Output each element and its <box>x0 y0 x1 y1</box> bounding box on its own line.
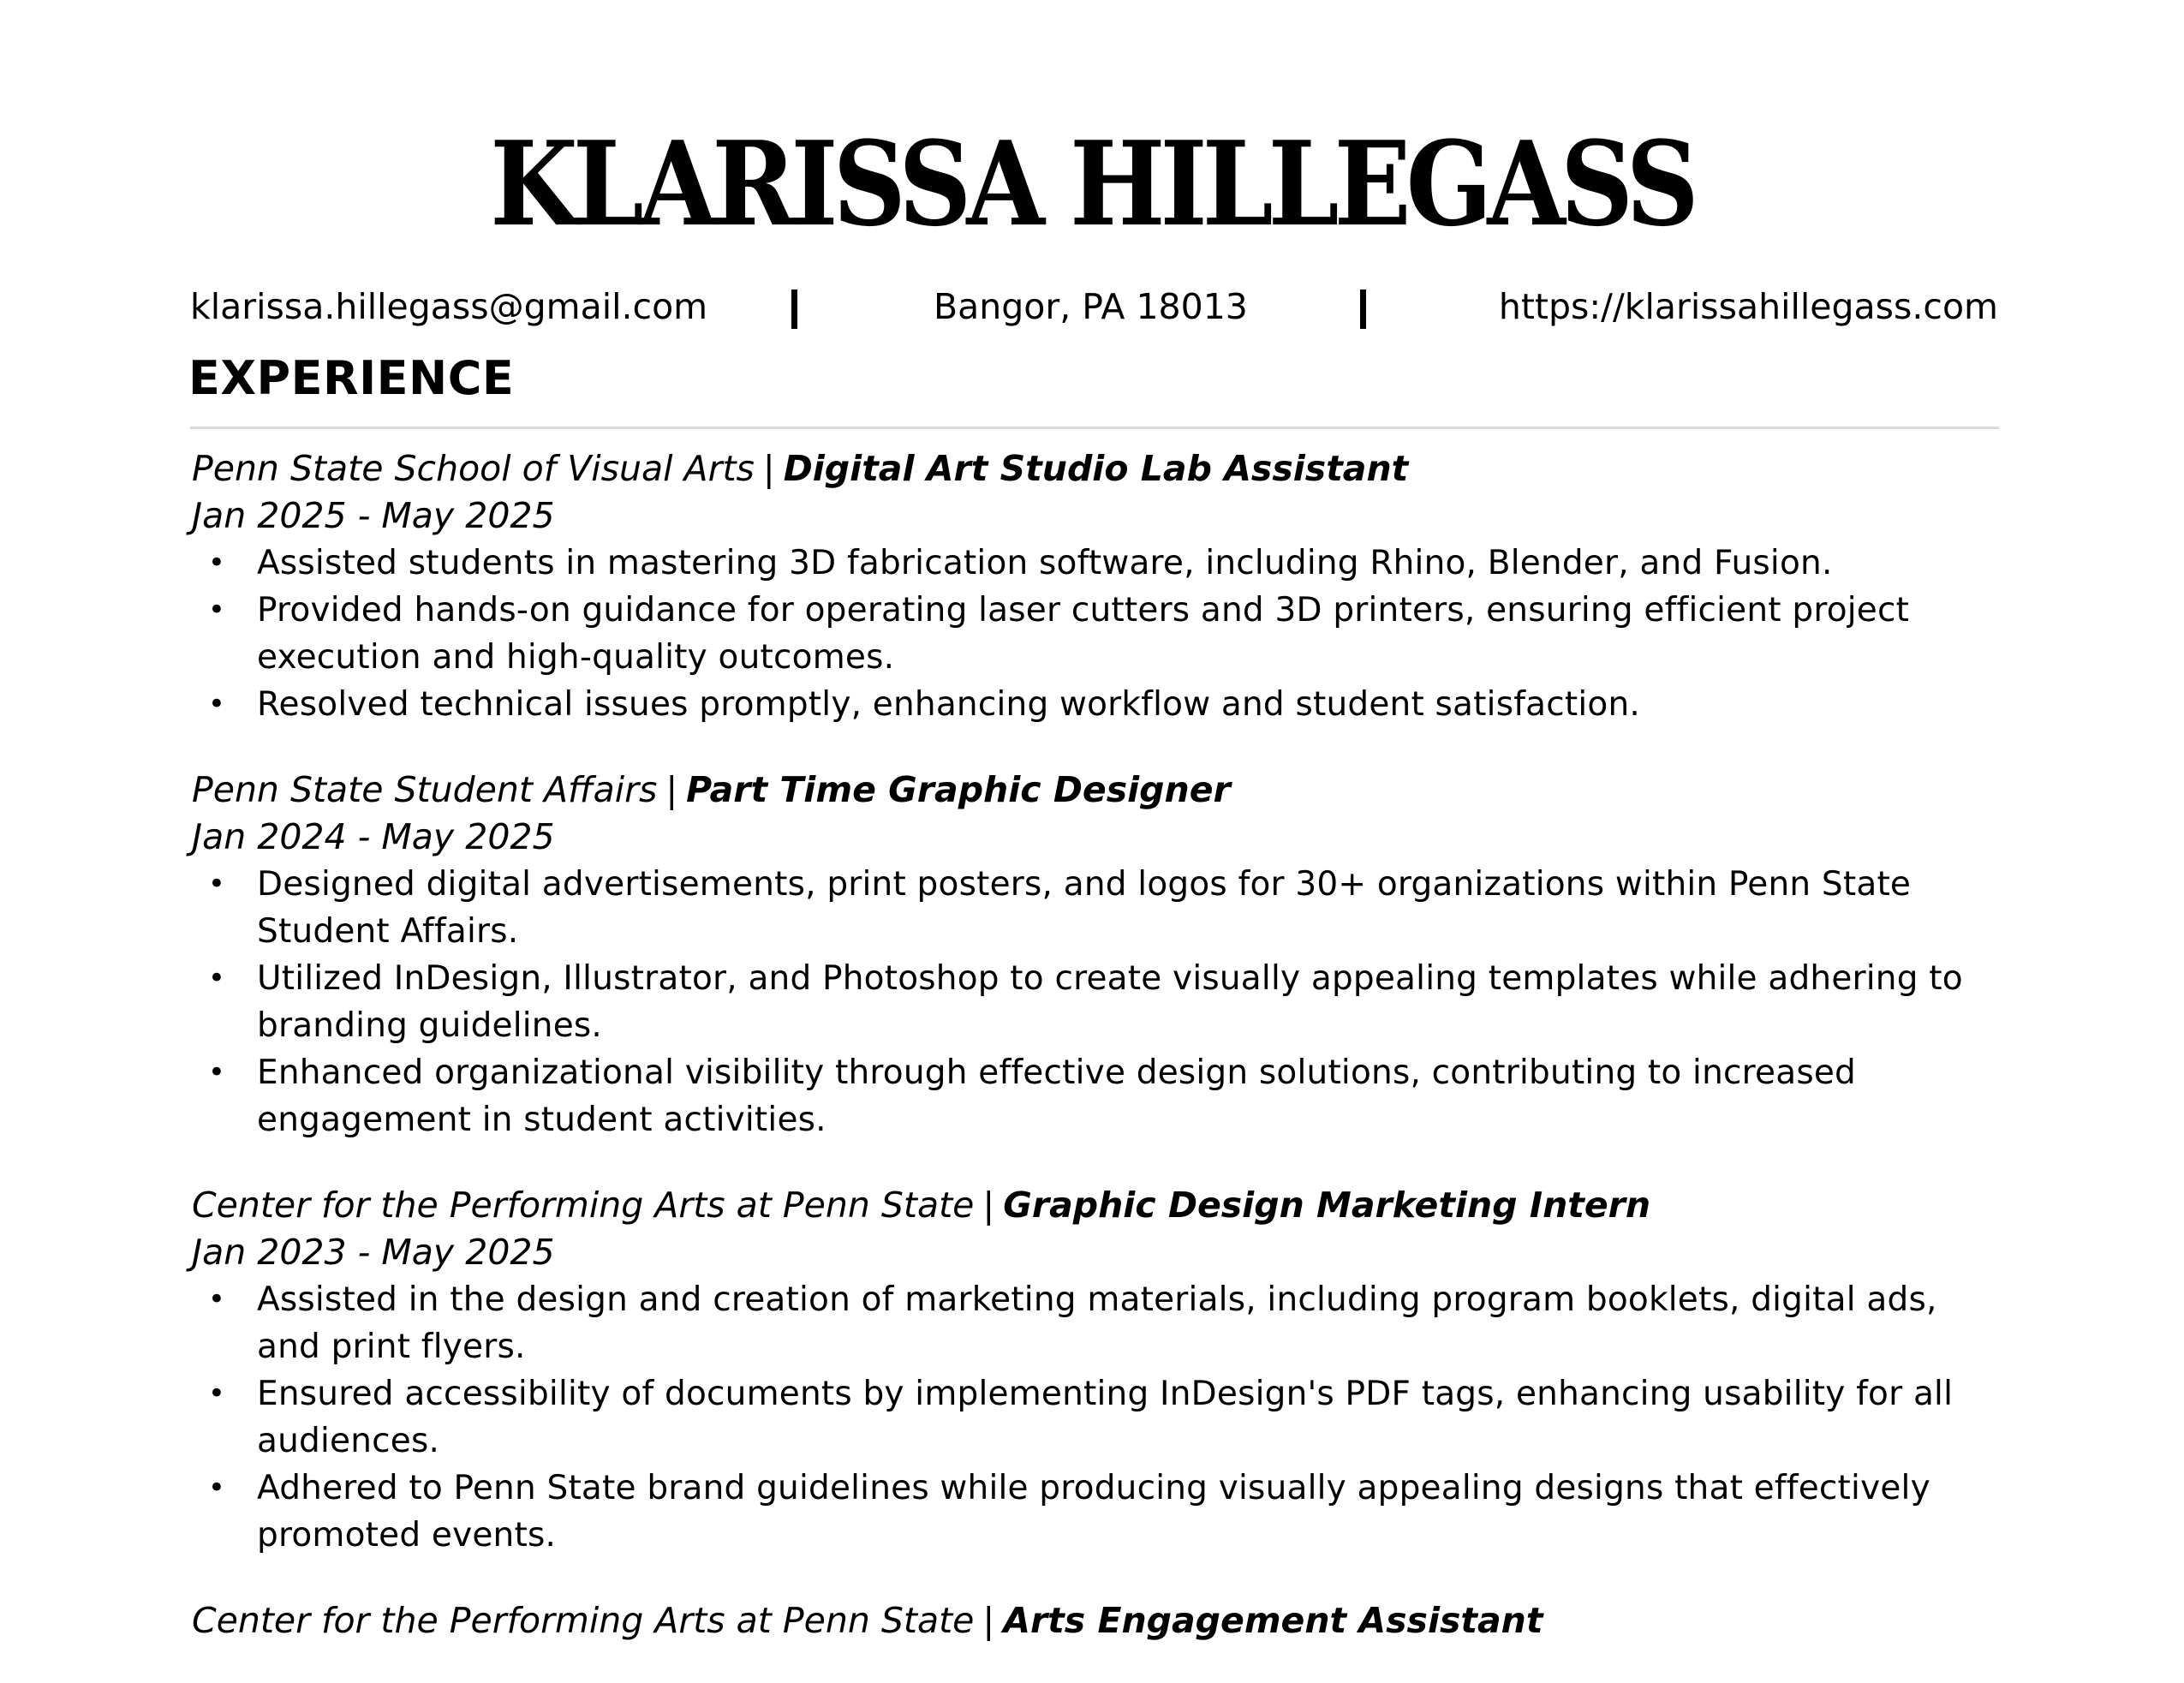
job-title: Digital Art Studio Lab Assistant <box>783 448 1409 489</box>
job-bullets <box>192 861 2002 1143</box>
job-entry <box>192 767 2002 1143</box>
job-bullet <box>192 1465 2002 1559</box>
bullet-dot-icon: • <box>207 961 226 995</box>
resume-name: KLARISSA HILLEGASS <box>490 115 1694 253</box>
bullet-dot-icon: • <box>207 1471 226 1505</box>
job-bullet-text: Utilized InDesign, Illustrator, and Photoshop to create visually appealing templates while adhering to branding guidelines. <box>257 959 1963 1045</box>
contact-email[interactable]: klarissa.hillegass@gmail.com <box>190 286 708 327</box>
job-bullets <box>192 540 2002 728</box>
job-bullet <box>192 955 2002 1049</box>
job-bullet <box>192 861 2002 955</box>
bullet-dot-icon: • <box>207 1055 226 1089</box>
job-bullets <box>192 1276 2002 1559</box>
bullet-dot-icon: • <box>207 593 226 627</box>
job-title: Part Time Graphic Designer <box>686 769 1231 810</box>
bullet-dot-icon: • <box>207 867 226 901</box>
bullet-dot-icon: • <box>207 687 226 721</box>
contact-separator <box>791 289 797 329</box>
job-bullet-text: Resolved technical issues promptly, enhancing workflow and student satisfaction. <box>257 685 1640 724</box>
section-divider <box>190 427 1999 429</box>
job-organization: Penn State Student Affairs <box>192 769 658 810</box>
job-dates: Jan 2024 - May 2025 <box>192 816 555 857</box>
job-organization: Center for the Performing Arts at Penn State <box>192 1185 975 1226</box>
job-bullet-text: Assisted in the design and creation of marketing materials, including program booklets, digital ads, and print flyers. <box>257 1280 1937 1366</box>
job-separator: | <box>982 1600 995 1641</box>
job-dates: Jan 2025 - May 2025 <box>192 495 555 536</box>
bullet-dot-icon: • <box>207 546 226 580</box>
job-title: Graphic Design Marketing Intern <box>1003 1185 1651 1226</box>
job-entry <box>192 445 2002 728</box>
bullet-dot-icon: • <box>207 1282 226 1316</box>
job-bullet <box>192 1370 2002 1465</box>
job-header <box>192 1182 2002 1229</box>
job-bullet-text: Provided hands-on guidance for operating laser cutters and 3D printers, ensuring efficient project execution and high-quality outcomes. <box>257 591 1910 677</box>
job-separator: | <box>982 1185 995 1226</box>
job-bullet <box>192 681 2002 728</box>
job-bullet-text: Assisted students in mastering 3D fabrication software, including Rhino, Blender, and Fusion. <box>257 544 1833 582</box>
bullet-dot-icon: • <box>207 1376 226 1411</box>
job-header <box>192 767 2002 814</box>
contact-location: Bangor, PA 18013 <box>934 286 1248 327</box>
contact-website-link[interactable]: https://klarissahillegass.com <box>1498 286 1998 327</box>
experience-list <box>192 445 2002 1683</box>
job-header <box>192 445 2002 492</box>
job-bullet-text: Designed digital advertisements, print posters, and logos for 30+ organizations within Penn State Student Affairs. <box>257 865 1912 951</box>
job-entry <box>192 1182 2002 1559</box>
job-bullet <box>192 540 2002 587</box>
job-organization: Penn State School of Visual Arts <box>192 448 755 489</box>
job-bullet-text: Adhered to Penn State brand guidelines while producing visually appealing designs that effectively promoted events. <box>257 1469 1930 1555</box>
job-dates: Jan 2023 - May 2025 <box>192 1232 555 1273</box>
job-bullet <box>192 1276 2002 1370</box>
contact-separator <box>1360 289 1366 329</box>
job-separator: | <box>665 769 678 810</box>
job-organization: Center for the Performing Arts at Penn State <box>192 1600 975 1641</box>
job-bullet-text: Enhanced organizational visibility through effective design solutions, contributing to increased engagement in student activities. <box>257 1053 1856 1139</box>
job-separator: | <box>762 448 775 489</box>
job-bullet-text: Ensured accessibility of documents by implementing InDesign's PDF tags, enhancing usability for all audiences. <box>257 1375 1954 1460</box>
job-title: Arts Engagement Assistant <box>1003 1600 1543 1641</box>
experience-heading: EXPERIENCE <box>188 351 515 405</box>
job-bullet <box>192 1049 2002 1143</box>
job-bullet <box>192 587 2002 681</box>
